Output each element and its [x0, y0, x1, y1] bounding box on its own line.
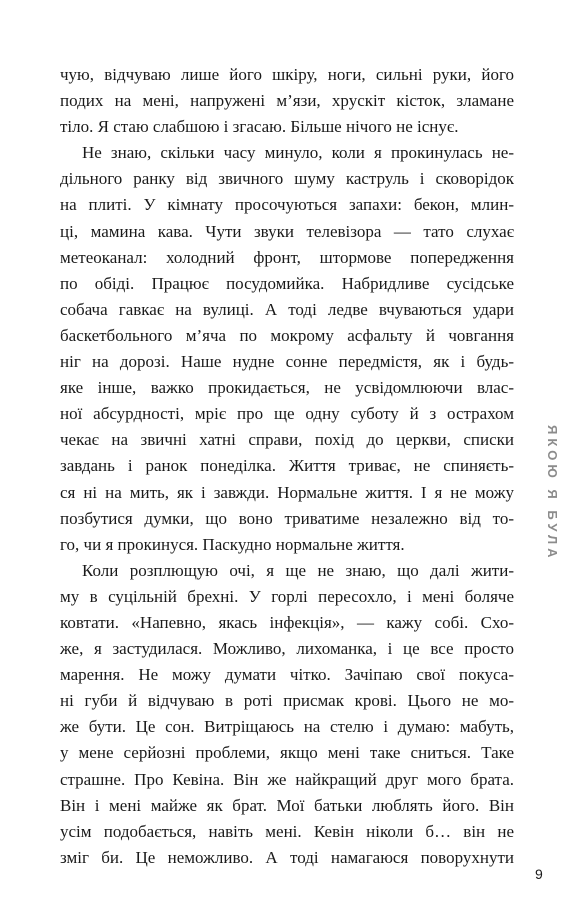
text-line: зміг би. Це неможливо. А тоді намагаюся поворухнути [60, 847, 514, 867]
text-line: ні губи й відчуваю в роті присмак крові. Цього не мо- [60, 691, 514, 711]
text-line: яке інше, важко прокидається, не усвідомлюючи влас- [60, 378, 514, 398]
text-line: ся ні на мить, як і завжди. Нормальне життя. І я не можу [60, 482, 514, 502]
text-line: баскетбольного м’яча по мокрому асфальту й човгання [60, 325, 514, 345]
paragraph-2 [60, 140, 514, 558]
text-line: собача гавкає на вулиці. А тоді ледве вчуваються удари [60, 299, 514, 319]
body-text [60, 62, 514, 871]
text-line: подих на мені, напружені м’язи, хрускіт кісток, зламане [60, 91, 514, 111]
text-line: у мене серйозні проблеми, якщо мені таке сниться. Таке [60, 743, 514, 763]
page-number: 9 [535, 866, 543, 882]
text-line: ної абсурдності, мріє про ще одну суботу й з острахом [60, 404, 514, 424]
text-line: по обіді. Працює посудомийка. Набридливе сусідське [60, 273, 514, 293]
text-line: метеоканал: холодний фронт, штормове попередження [60, 247, 514, 267]
text-line: же, я застудилася. Можливо, лихоманка, і це все просто [60, 639, 514, 659]
running-head: ЯКОЮ Я БУЛА [545, 425, 560, 562]
text-line: усім подобається, навіть мені. Кевін ніколи б… він не [60, 821, 514, 841]
text-line: марення. Не можу думати чітко. Зачіпаю свої покуса- [60, 665, 514, 685]
text-line: ці, мамина кава. Чути звуки телевізора — тато слухає [60, 221, 514, 241]
text-line: тіло. Я стаю слабшою і згасаю. Більше нічого не існує. [60, 117, 459, 137]
text-line: чекає на звичні хатні справи, похід до церкви, списки [60, 430, 514, 450]
text-line: страшне. Про Кевіна. Він же найкращий друг мого брата. [60, 769, 514, 789]
paragraph-1 [60, 62, 514, 140]
text-line: го, чи я прокинуся. Паскудно нормальне життя. [60, 534, 405, 554]
text-line: на плиті. У кімнату просочуються запахи: бекон, млин- [60, 195, 514, 215]
text-line: Коли розплющую очі, я ще не знаю, що далі жити- [82, 560, 514, 580]
text-line: же бути. Це сон. Витріщаюсь на стелю і думаю: мабуть, [60, 717, 514, 737]
paragraph-3 [60, 558, 514, 871]
text-line: ніг на дорозі. Наше нудне сонне передмістя, як і будь- [60, 352, 514, 372]
text-line: Не знаю, скільки часу минуло, коли я прокинулась не- [82, 143, 514, 163]
text-line: завдань і ранок понеділка. Життя триває, не спиняєть- [60, 456, 514, 476]
text-line: ковтати. «Напевно, якась інфекція», — кажу собі. Схо- [60, 612, 514, 632]
text-line: чую, відчуваю лише його шкіру, ноги, сильні руки, його [60, 65, 514, 84]
text-line: му в суцільній брехні. У горлі пересохло, і мені боляче [60, 586, 514, 606]
text-line: Він і мені майже як брат. Мої батьки люблять його. Він [60, 795, 514, 815]
text-line: дільного ранку від звичного шуму каструль і сковорідок [60, 169, 514, 189]
text-line: позбутися думки, що воно триватиме незалежно від то- [60, 508, 514, 528]
